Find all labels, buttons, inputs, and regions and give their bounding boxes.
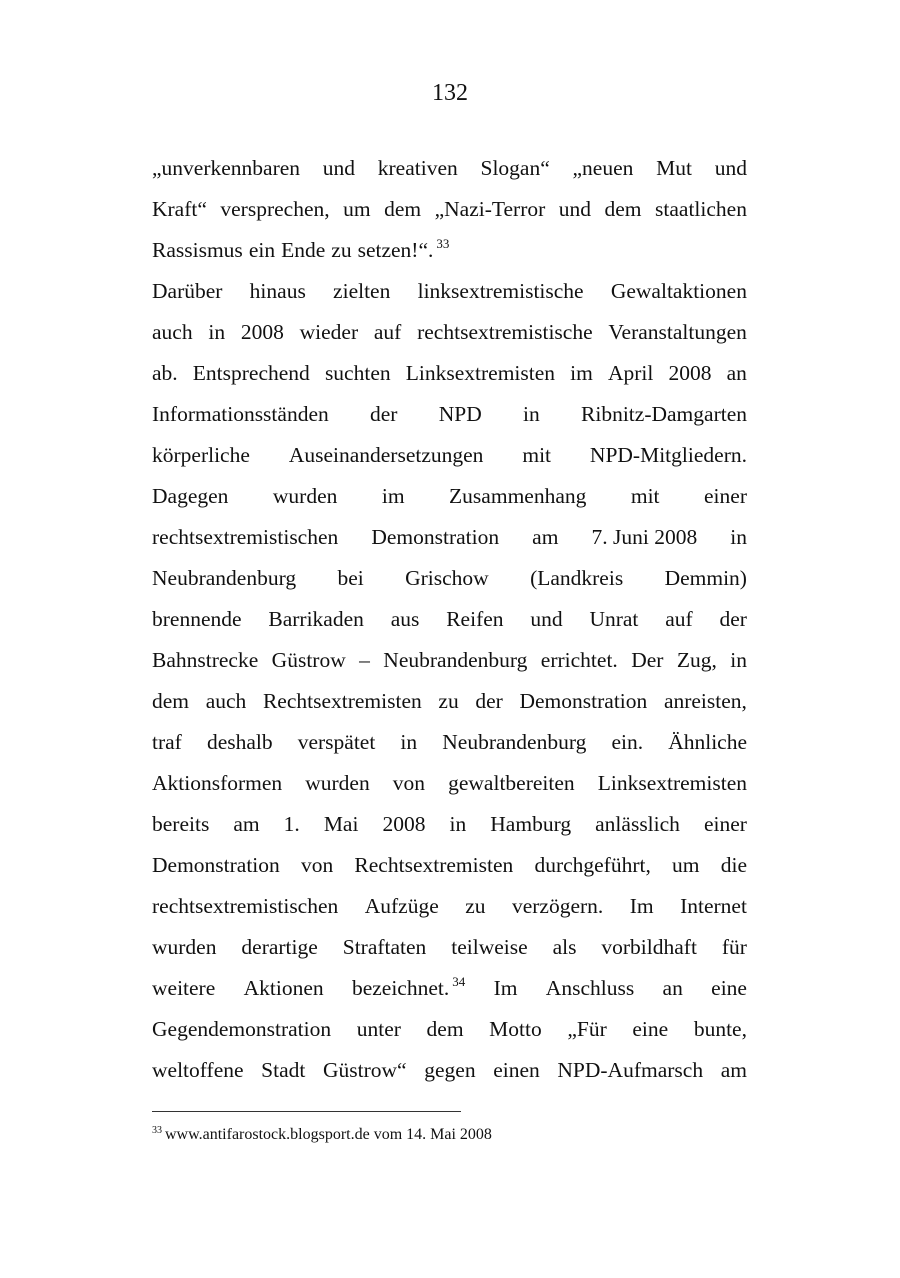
word: dem [604, 197, 642, 221]
word: Aktionsformen [152, 771, 283, 795]
word: wurden [152, 935, 217, 959]
word: dem [384, 197, 422, 221]
word: von [392, 771, 426, 795]
word: anreisten, [663, 689, 747, 713]
word: die [720, 853, 747, 877]
word: zu [438, 689, 459, 713]
word: (Landkreis [530, 566, 624, 590]
word: unter [356, 1017, 401, 1041]
word: rechtsextremistischen [152, 894, 339, 918]
word: kreativen [377, 156, 458, 180]
word: Rassismus [152, 238, 243, 262]
text-line [152, 968, 747, 1009]
word: 2008 [668, 361, 712, 385]
text-line [152, 353, 747, 394]
word: wurden [305, 771, 370, 795]
word: April [607, 361, 654, 385]
word: Der [631, 648, 664, 672]
page-number: 132 [432, 80, 468, 106]
text-line [152, 230, 747, 271]
footnote-number: 33 [152, 1125, 162, 1136]
word: weltoffene [152, 1058, 244, 1082]
word: von [300, 853, 334, 877]
word: brennende [152, 607, 242, 631]
word: dem [152, 689, 190, 713]
word: suchten [324, 361, 391, 385]
word: Ribnitz-Damgarten [581, 402, 747, 426]
word: für [721, 935, 747, 959]
footnote-separator [152, 1111, 461, 1112]
word: eine [632, 1017, 669, 1041]
word: NPD-Aufmarsch [557, 1058, 704, 1082]
word: einer [704, 484, 747, 508]
word: im [570, 361, 593, 385]
text-line [152, 271, 747, 312]
text-line [152, 886, 747, 927]
text-line [152, 599, 747, 640]
text-line [152, 763, 747, 804]
word: Gegendemonstration [152, 1017, 332, 1041]
word: „Für [567, 1017, 607, 1041]
word: „Nazi-Terror [434, 197, 546, 221]
word: Linksextremisten [405, 361, 556, 385]
word: Aktionen [243, 976, 324, 1000]
text-line [152, 312, 747, 353]
word: vorbildhaft [601, 935, 697, 959]
word: Anschluss [545, 976, 635, 1000]
word: aus [390, 607, 420, 631]
word: in [730, 525, 747, 549]
word: Darüber [152, 279, 223, 303]
word: errichtet. [540, 648, 618, 672]
word: Zusammenhang [449, 484, 587, 508]
word: und [558, 197, 592, 221]
word: Slogan“ [480, 156, 550, 180]
word: Motto [489, 1017, 542, 1041]
word: bei [337, 566, 364, 590]
word: auch [152, 320, 193, 344]
word: Reifen [446, 607, 504, 631]
word: Demonstration [519, 689, 648, 713]
text-line [152, 804, 747, 845]
word: bezeichnet. $^{34}$ [351, 974, 466, 1000]
word: setzen!“. $^{33}$ [357, 236, 450, 262]
word: „neuen [572, 156, 634, 180]
word: und [322, 156, 356, 180]
word: NPD-Mitgliedern. [589, 443, 747, 467]
word: und [714, 156, 747, 180]
word: zu [465, 894, 486, 918]
word: 1. [283, 812, 300, 836]
word: Ende [281, 238, 326, 262]
text-line [152, 1009, 747, 1050]
word: an [662, 976, 683, 1000]
word: Grischow [405, 566, 489, 590]
text-line [152, 189, 747, 230]
word: rechtsextremistischen [152, 525, 339, 549]
word: wieder [299, 320, 359, 344]
word: verzögern. [511, 894, 604, 918]
word: „unverkennbaren [152, 156, 301, 180]
text-line [152, 722, 747, 763]
word: an [726, 361, 747, 385]
word: am [532, 525, 559, 549]
word: anlässlich [595, 812, 680, 836]
word: ein [248, 238, 276, 262]
text-line [152, 1050, 747, 1091]
word: mit [630, 484, 660, 508]
word: linksextremistische [417, 279, 584, 303]
footnote-reference: 34 [452, 974, 466, 989]
word: Gewaltaktionen [610, 279, 747, 303]
word: wurden [272, 484, 338, 508]
word: Internet [680, 894, 747, 918]
word: im [381, 484, 405, 508]
word: derartige [241, 935, 318, 959]
word: teilweise [451, 935, 528, 959]
word: in [730, 648, 747, 672]
word: um [672, 853, 700, 877]
word: am [233, 812, 260, 836]
text-line [152, 517, 747, 558]
word: ein. [611, 730, 644, 754]
word: verspätet [297, 730, 376, 754]
word: der [370, 402, 398, 426]
word: mit [522, 443, 552, 467]
word: Güstrow [271, 648, 346, 672]
word: um [343, 197, 371, 221]
word: versprechen, [220, 197, 330, 221]
word: Dagegen [152, 484, 229, 508]
body-text [152, 148, 747, 1091]
word: Im [629, 894, 654, 918]
word: staatlichen [655, 197, 747, 221]
word: zu [331, 238, 352, 262]
text-line [152, 927, 747, 968]
word: Neubrandenburg [152, 566, 297, 590]
word: als [552, 935, 577, 959]
word: Mai [323, 812, 359, 836]
word: auf [373, 320, 402, 344]
text-line [152, 476, 747, 517]
word: der [719, 607, 747, 631]
word: – [359, 648, 370, 672]
text-line [152, 845, 747, 886]
word: Veranstaltungen [608, 320, 747, 344]
word: Neubrandenburg [383, 648, 528, 672]
word: durchgeführt, [534, 853, 651, 877]
text-line [152, 435, 747, 476]
word: gegen [424, 1058, 476, 1082]
word: dem [426, 1017, 464, 1041]
text-line [152, 558, 747, 599]
word: Zug, [676, 648, 717, 672]
word: Rechtsextremisten [354, 853, 514, 877]
word: auch [205, 689, 247, 713]
word: zielten [333, 279, 391, 303]
word: gewaltbereiten [448, 771, 575, 795]
footnote-33 [152, 1125, 492, 1145]
word: Im [493, 976, 518, 1000]
word: deshalb [206, 730, 273, 754]
word: Linksextremisten [597, 771, 747, 795]
word: Entsprechend [192, 361, 310, 385]
text-line [152, 148, 747, 189]
word: am [720, 1058, 747, 1082]
word: Auseinandersetzungen [288, 443, 484, 467]
word: hinaus [249, 279, 306, 303]
word: eine [711, 976, 747, 1000]
word: Hamburg [490, 812, 572, 836]
word: weitere [152, 976, 216, 1000]
word: Straftaten [342, 935, 427, 959]
text-line [152, 640, 747, 681]
word: Güstrow“ [323, 1058, 407, 1082]
word: rechtsextremistische [417, 320, 593, 344]
word: Demonstration [371, 525, 500, 549]
word: 2008 [240, 320, 284, 344]
footnote-reference: 33 [436, 236, 450, 251]
word: Kraft“ [152, 197, 207, 221]
text-line [152, 394, 747, 435]
word: und [530, 607, 563, 631]
footnote-text: www.antifarostock.blogsport.de vom 14. Mai 2008 [165, 1126, 492, 1143]
word: Demonstration [152, 853, 280, 877]
word: Aufzüge [364, 894, 439, 918]
word: der [475, 689, 503, 713]
word: Rechtsextremisten [262, 689, 422, 713]
word: Bahnstrecke [152, 648, 259, 672]
word: Unrat [589, 607, 639, 631]
word: Demmin) [664, 566, 747, 590]
word: körperliche [152, 443, 250, 467]
word: 2008 [382, 812, 426, 836]
word: Barrikaden [268, 607, 364, 631]
word: in [449, 812, 467, 836]
word: einen [493, 1058, 540, 1082]
word: auf [665, 607, 693, 631]
word: in [400, 730, 418, 754]
word: in [208, 320, 226, 344]
word: bereits [152, 812, 210, 836]
word: in [523, 402, 540, 426]
word: NPD [438, 402, 482, 426]
word: Informationsständen [152, 402, 329, 426]
word: bunte, [693, 1017, 747, 1041]
word: Neubrandenburg [442, 730, 587, 754]
word: Mut [656, 156, 692, 180]
word: Ähnliche [668, 730, 747, 754]
word: 7. Juni 2008 [591, 525, 698, 549]
word: ab. [152, 361, 178, 385]
word: Stadt [261, 1058, 306, 1082]
word: traf [152, 730, 182, 754]
word: einer [703, 812, 747, 836]
text-line [152, 681, 747, 722]
